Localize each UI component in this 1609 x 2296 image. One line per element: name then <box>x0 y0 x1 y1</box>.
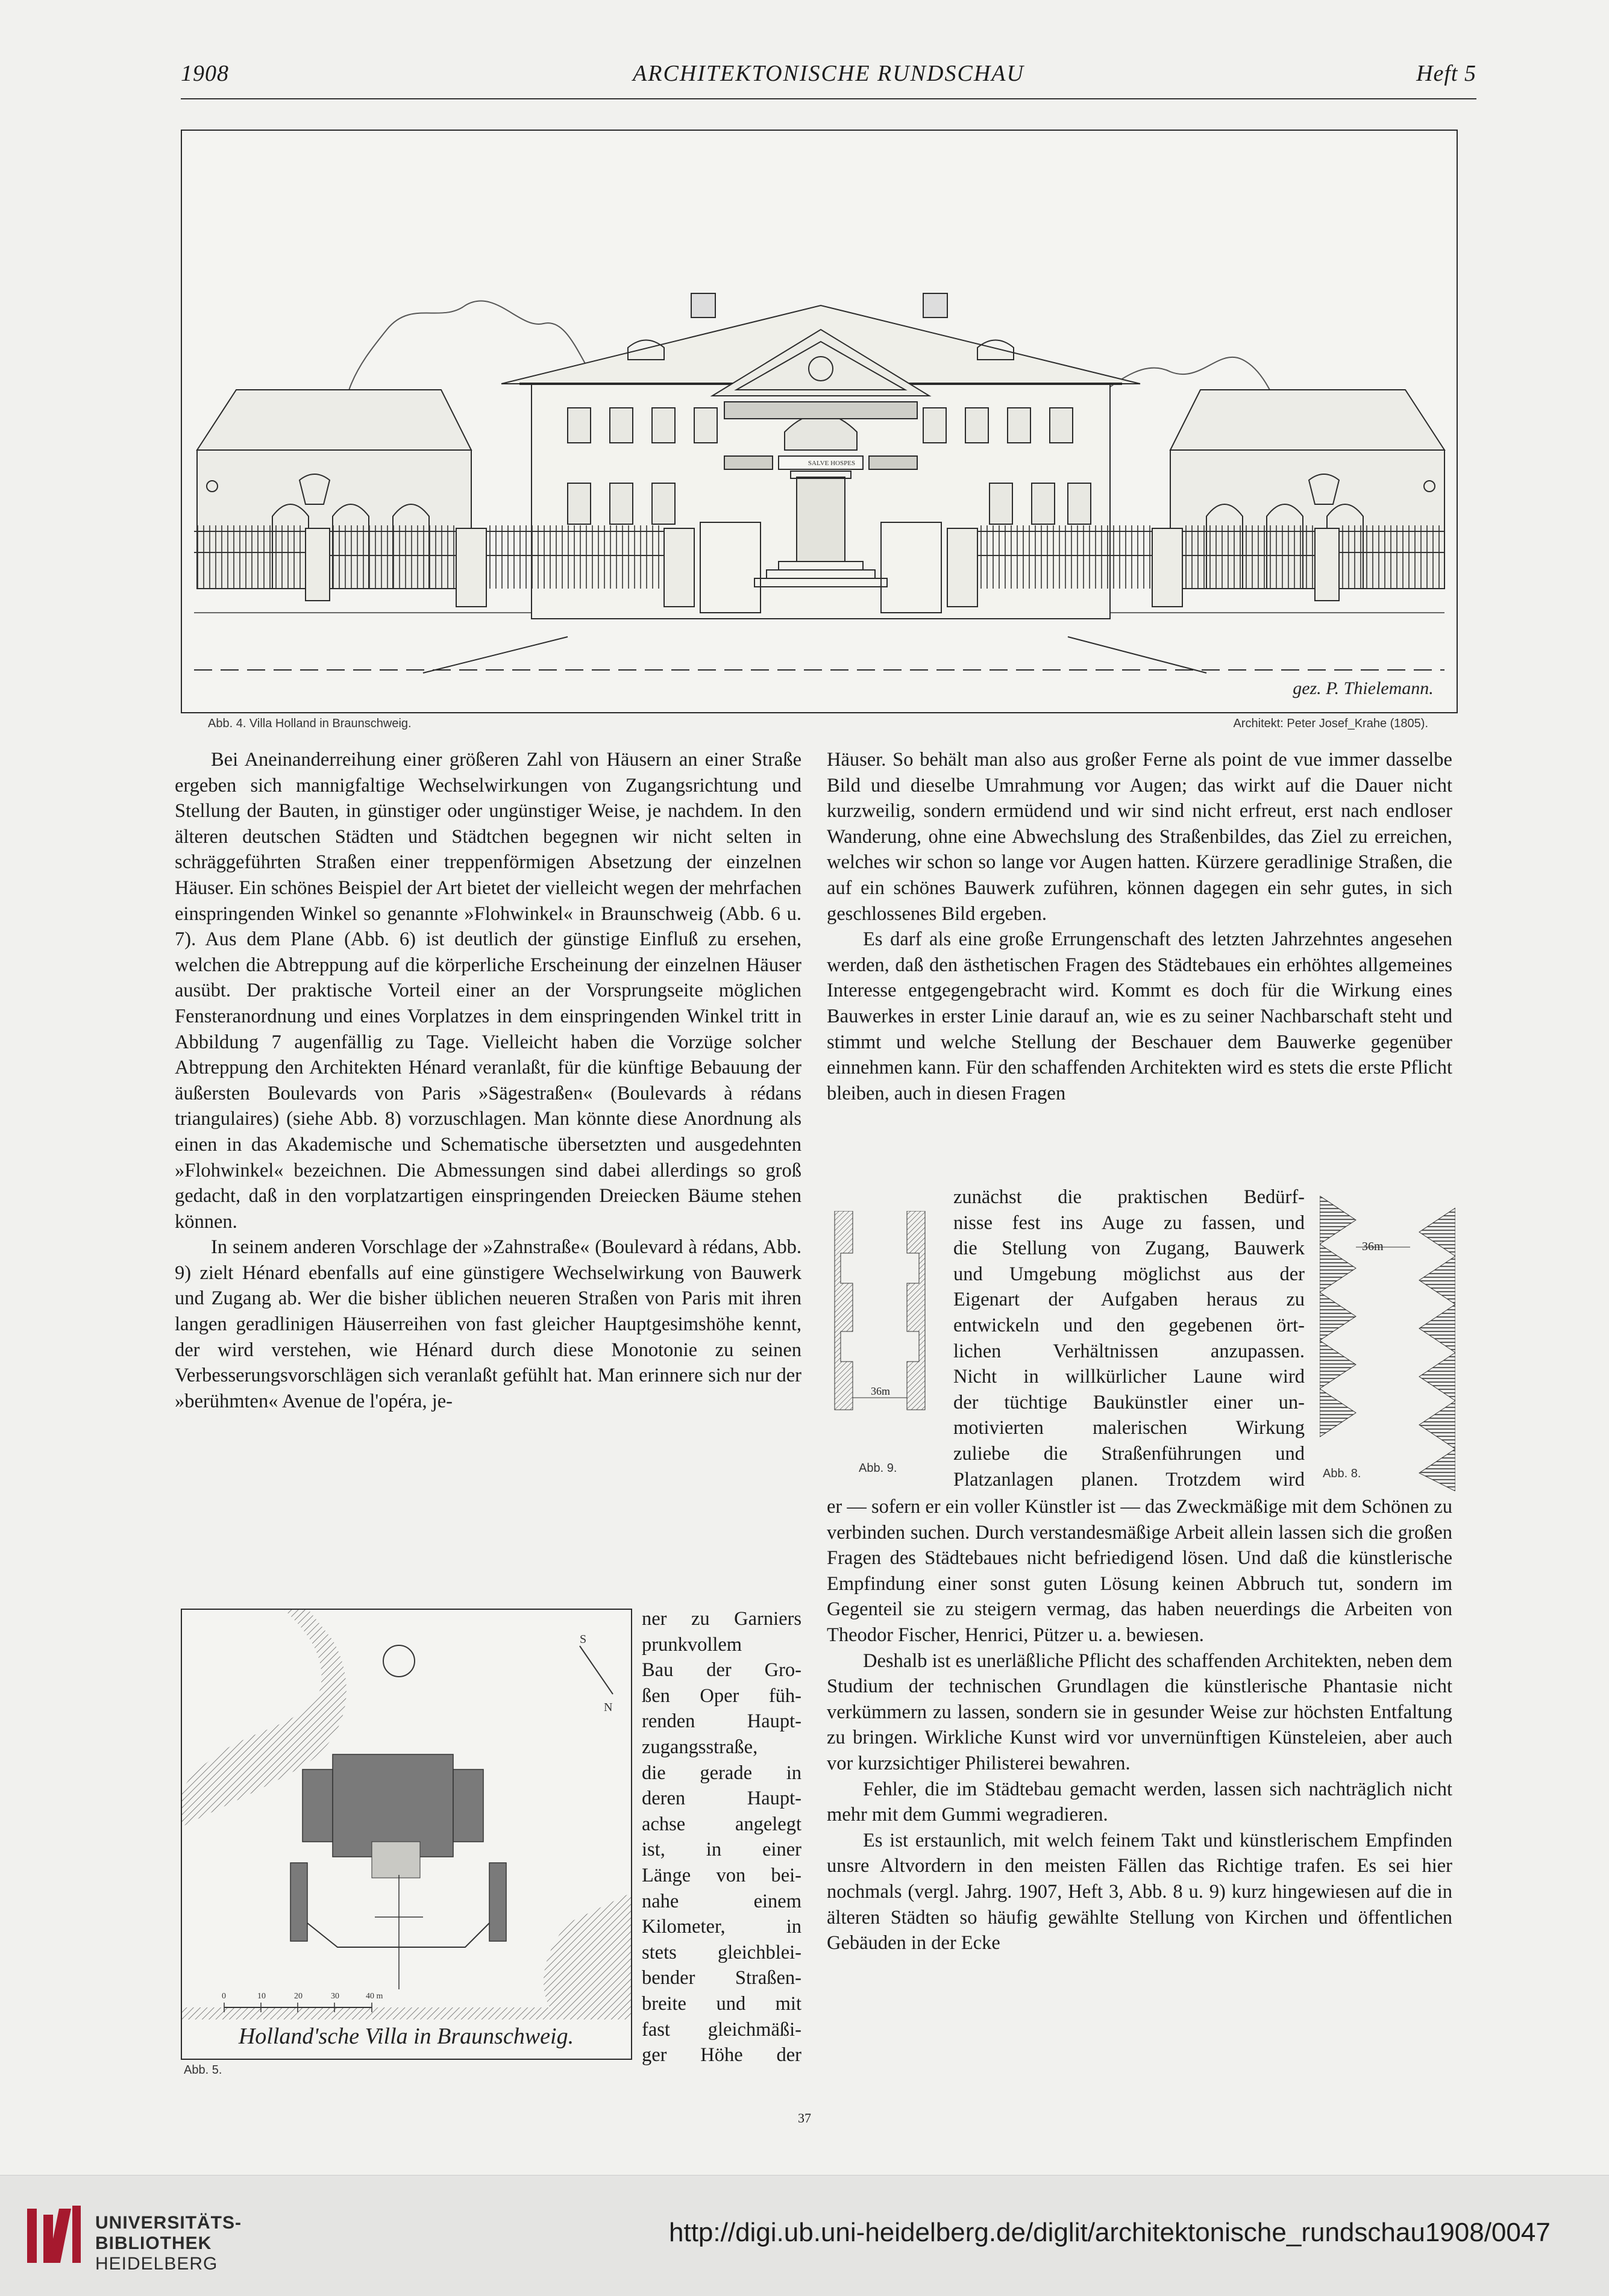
digital-library-url-link[interactable]: http://digi.ub.uni-heidelberg.de/diglit/architektonische_rundschau1908/0047 <box>669 2218 1551 2247</box>
left-wrap-line: Kilometer, in <box>642 1916 801 1938</box>
left-wrap-line: ner zu Garniers <box>642 1608 801 1630</box>
figure-9-caption: Abb. 9. <box>859 1462 897 1475</box>
left-column-text <box>175 747 801 1414</box>
left-wrap-line: ßen Oper füh- <box>642 1684 801 1707</box>
left-wrap-line: ist, in einer <box>642 1839 801 1861</box>
left-wrap-line: Länge von bei- <box>642 1864 801 1886</box>
scale-label-40: 40 m <box>366 1992 383 2001</box>
left-wrap-line: deren Haupt- <box>642 1788 801 1810</box>
right-wrap-line: lichen Verhältnissen anzupassen. <box>953 1340 1305 1362</box>
left-wrap-line: bender Straßen- <box>642 1967 801 1989</box>
right-paragraph-5: Fehler, die im Städtebau gemacht werden, lassen sich nachträglich nicht mehr mit dem Gummi wegradieren. <box>827 1778 1452 1826</box>
right-paragraph-1: Häuser. So behält man also aus großer Ferne als point de vue immer dasselbe Bild und dieselbe Umrahmung vor Augen; das wirkt auf die Dauer nicht kurzweilig, sondern ermüdend und wir sind nicht erfreut, erst nach endloser Wanderung, ohne eine Abwechslung des Straßenbildes, das Ziel zu erreichen, welches wir schon so lange vor Augen hatten. Kürzere geradlinige Straßen, die auf ein schönes Bauwerk zuführen, können dagegen ein sehr gutes, in sich geschlossenes Bild ergeben. <box>827 749 1452 925</box>
running-header <box>181 60 1476 96</box>
figure-4-villa-drawing <box>181 130 1458 713</box>
figure-9-dimension: 36m <box>871 1385 891 1397</box>
figure-4-credit: Architekt: Peter Josef_Krahe (1805). <box>1233 717 1428 730</box>
right-paragraph-4: Deshalb ist es unerläßliche Pflicht des schaffenden Architekten, neben dem Studium der technischen Grundlagen die künstlerische Phantasie nicht verkümmern zu lassen, sondern sie in gesunder Weise zur höchsten Entfaltung zu bringen. Wirkliche Kunst wird vor unvernünftigen Künsteleien, aber auch vor kurzsichtiger Philisterei bewahren. <box>827 1650 1452 1774</box>
right-column-top-text <box>827 747 1452 1106</box>
figure-9-zahnstrasse-diagram <box>829 1211 931 1455</box>
right-wrap-line: motivierten malerischen Wirkung <box>953 1417 1305 1439</box>
library-footer <box>0 2175 1609 2296</box>
left-wrap-line: breite und mit <box>642 1992 801 2015</box>
scale-label-20: 20 <box>294 1992 303 2001</box>
scale-label-10: 10 <box>257 1992 266 2001</box>
figure-5-site-plan <box>181 1609 632 2060</box>
library-name-line-3: HEIDELBERG <box>95 2254 218 2274</box>
left-wrap-line: renden Haupt- <box>642 1710 801 1733</box>
villa-elevation-illustration <box>182 131 1457 712</box>
figure-4-caption: Abb. 4. Villa Holland in Braunschweig. <box>208 717 412 730</box>
header-journal-title: ARCHITEKTONISCHE RUNDSCHAU <box>633 61 1024 86</box>
plan-title: Holland'sche Villa in Braunschweig. <box>238 2024 574 2049</box>
figure-8-saegestrasse-diagram <box>1320 1196 1455 1491</box>
right-wrap-line: Eigenart der Aufgaben heraus zu <box>953 1289 1305 1311</box>
scale-label-30: 30 <box>331 1992 339 2001</box>
page-number: 37 <box>798 2110 811 2126</box>
library-name-line-1: UNIVERSITÄTS- <box>95 2213 242 2233</box>
right-wrap-line: zuliebe die Straßenführungen und <box>953 1442 1305 1465</box>
left-wrap-line: Bau der Gro- <box>642 1659 801 1681</box>
left-wrap-line: zugangsstraße, <box>642 1736 758 1758</box>
left-wrap-line: achse angelegt <box>642 1813 801 1835</box>
right-wrap-line: nisse fest ins Auge zu fassen, und <box>953 1212 1305 1234</box>
figure-5-caption: Abb. 5. <box>184 2063 222 2077</box>
figure-8-caption: Abb. 8. <box>1323 1467 1361 1480</box>
left-wrap-line: nahe einem <box>642 1890 801 1912</box>
right-wrap-line: Nicht in willkürlicher Laune wird <box>953 1366 1305 1388</box>
university-library-logo-icon <box>24 2203 84 2269</box>
left-paragraph-2: In seinem anderen Vorschlage der »Zahnstraße« (Boulevard à rédans, Abb. 9) zielt Hénard ebenfalls auf eine günstigere Wechselwirkung von Bauwerk und Zugang ab. Wer die bisher üblichen neueren Straßen von Paris mit ihren langen geradlinigen Häuserreihen von fast gleicher Hauptgesimshöhe kennt, der wird verstehen, wie Hénard durch diese Monotonie zu seinen Verbesserungsvorschlägen sich veranlaßt gefühlt hat. Man erinnere sich nur der »berühmten« Avenue de l'opéra, je- <box>175 1236 801 1412</box>
left-wrap-line: prunkvollem <box>642 1633 742 1656</box>
right-paragraph-2: Es darf als eine große Errungenschaft des letzten Jahrzehntes angesehen werden, daß den ästhetischen Fragen des Städtebaues ein erhöhtes allgemeines Interesse entgegengebracht wird. Kommt es doch für die Wirkung eines Bauwerkes in erster Linie darauf an, wie es zu seiner Nachbarschaft steht und stimmt und welche Stellung der Beschauer dem Bauwerke gegenüber einnehmen kann. Für den schaffenden Architekten wird es stets die erste Pflicht bleiben, auch in diesen Fragen <box>827 928 1452 1104</box>
header-issue: Heft 5 <box>1416 61 1476 86</box>
right-wrap-line: der tüchtige Baukünstler einer un- <box>953 1391 1305 1413</box>
right-paragraph-3: er — sofern er ein voller Künstler ist — das Zweckmäßige mit dem Schönen zu verbinden suchen. Durch verstandesmäßige Arbeit allein lassen sich die großen Fragen des Städtebaues nicht befriedigend lösen. Und daß die künstlerische Empfindung einer sonst guten Lösung keinen Abbruch tut, sondern im Gegenteil sie zu steigern vermag, das haben neuerdings die Arbeiten von Theodor Fischer, Henrici, Pützer u. a. bewiesen. <box>827 1496 1452 1646</box>
figure-8-dimension: 36m <box>1362 1240 1384 1253</box>
left-wrap-line: die gerade in <box>642 1762 801 1784</box>
artist-signature: gez. P. Thielemann. <box>1293 678 1434 698</box>
right-wrap-line: zunächst die praktischen Bedürf- <box>953 1186 1305 1208</box>
header-year: 1908 <box>181 61 229 86</box>
compass-north-label: N <box>604 1701 613 1714</box>
left-wrap-line: stets gleichblei- <box>642 1941 801 1963</box>
door-plaque-text: SALVE HOSPES <box>808 460 856 467</box>
right-wrap-line: und Umgebung möglichst aus der <box>953 1263 1305 1285</box>
left-wrap-line: fast gleichmäßi- <box>642 2018 801 2041</box>
library-name <box>95 2213 242 2274</box>
right-wrap-text <box>953 1184 1305 1492</box>
right-wrap-line: Platzanlagen planen. Trotzdem wird <box>953 1468 1305 1491</box>
right-wrap-line: die Stellung von Zugang, Bauwerk <box>953 1237 1305 1260</box>
compass-south-label: S <box>580 1633 587 1646</box>
left-wrap-text <box>642 1606 801 2068</box>
right-paragraph-6: Es ist erstaunlich, mit welch feinem Takt und künstlerischem Empfinden unsre Altvordern in den meisten Fällen das Richtige trafen. Es sei hier nochmals (vergl. Jahrg. 1907, Heft 3, Abb. 8 u. 9) kurz hingewiesen auf die in älteren Städten so häufig gewählte Stellung von Kirchen und öffentlichen Gebäuden in der Ecke <box>827 1829 1452 1954</box>
scale-label-0: 0 <box>222 1992 226 2001</box>
villa-site-plan-illustration <box>182 1610 631 2059</box>
header-rule <box>181 98 1476 99</box>
library-name-line-2: BIBLIOTHEK <box>95 2233 212 2253</box>
left-wrap-line: ger Höhe der <box>642 2044 801 2066</box>
left-paragraph-1: Bei Aneinanderreihung einer größeren Zahl von Häusern an einer Straße ergeben sich mannigfaltige Wechselwirkungen von Zugangsrichtung und Stellung der Bauten, in günstiger oder ungünstiger Weise, je nachdem. In den älteren deutschen Städten und Städtchen begegnen wir nicht selten in schräggeführten Straßen einer treppenförmigen Absetzung der einzelnen Häuser. Ein schönes Beispiel der Art bietet der vielleicht wegen der mehrfachen einspringenden Winkel so genannte »Flohwinkel« in Braunschweig (Abb. 6 u. 7). Aus dem Plane (Abb. 6) ist deutlich der günstige Einfluß zu ersehen, welchen die Abtreppung auf die körperliche Erscheinung der einzelnen Häuser ausübt. Der praktische Vorteil einer an der Vorsprungseite möglichen Fensteranordnung und eines Vorplatzes in dem einspringenden Winkel tritt in Abbildung 7 augenfällig zu Tage. Vielleicht haben die Vorzüge solcher Abtreppung den Architekten Hénard veranlaßt, für die künftige Bebauung der äußersten Boulevards von Paris »Sägestraßen« (Boulevards à rédans triangulaires) (siehe Abb. 8) vorzuschlagen. Man könnte diese Anordnung als einen in das Akademische und Schematische übersetzten und ausgedehnten »Flohwinkel« bezeichnen. Die Abmessungen sind dabei allerdings so groß gedacht, daß in den vorplatzartigen einspringenden Dreiecken Bäume stehen können. <box>175 749 801 1233</box>
right-wrap-line: entwickeln und den gegebenen ört- <box>953 1314 1305 1336</box>
right-column-bottom-text <box>827 1494 1452 1956</box>
